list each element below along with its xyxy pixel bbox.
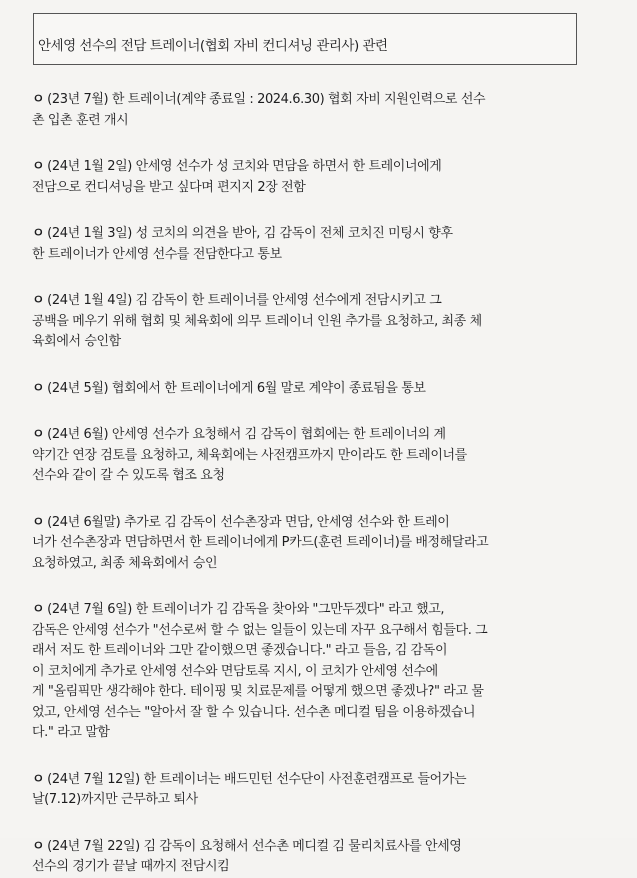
entry-line: ㅇ (24년 5월) 협회에서 한 트레이너에게 6월 말로 계약이 종료됨을 통보 xyxy=(32,380,426,396)
bullet-mark: ㅇ xyxy=(32,159,45,174)
bullet-mark: ㅇ xyxy=(32,380,45,396)
entry-line: ㅇ (24년 7월 12일) 한 트레이너는 배드민턴 선수단이 사전훈련캠프로 들어가는 xyxy=(32,771,467,787)
entry-4 xyxy=(32,291,592,353)
entry-line: 한 트레이너가 안세영 선수를 전담한다고 통보 xyxy=(32,246,282,262)
entry-line: 선수와 같이 갈 수 있도록 협조 요청 xyxy=(32,468,225,483)
entry-10 xyxy=(32,837,592,878)
bullet-mark: ㅇ xyxy=(32,293,45,308)
entry-line: ㅇ (24년 1월 2일) 안세영 선수가 성 코치와 면담을 하면서 한 트레이너에게 xyxy=(32,159,442,174)
bullet-mark: ㅇ xyxy=(32,514,45,530)
entry-line: ㅇ (24년 1월 4일) 김 감독이 한 트레이너를 안세영 선수에게 전담시키고 그 xyxy=(32,293,442,308)
entry-2 xyxy=(32,157,592,198)
entry-line: ㅇ (24년 1월 3일) 성 코치의 의견을 받아, 김 감독이 전체 코치진 미팅시 향후 xyxy=(32,226,453,241)
entry-7 xyxy=(32,513,592,575)
entry-line: 이 코치에게 추가로 안세영 선수와 면담토록 지시, 이 코치가 안세영 선수에 xyxy=(32,663,438,679)
document-title: 안세영 선수의 전담 트레이너(협회 자비 컨디셔닝 관리사) 관련 xyxy=(38,38,388,54)
entry-line: ㅇ (24년 7월 6일) 한 트레이너가 김 감독을 찾아와 "그만두겠다" 라고 했고, xyxy=(32,602,445,617)
entry-line: 촌 입촌 훈련 개시 xyxy=(32,112,129,128)
title-box xyxy=(33,13,577,65)
bullet-mark: ㅇ xyxy=(32,602,45,617)
entry-line: 래서 저도 한 트레이너와 그만 같이했으면 좋겠습니다." 라고 들음, 김 감독이 xyxy=(32,643,448,658)
entry-1 xyxy=(32,90,592,131)
entry-8 xyxy=(32,600,592,744)
bullet-mark: ㅇ xyxy=(32,92,45,107)
entry-line: ㅇ (23년 7월) 한 트레이너(계약 종료일 : 2024.6.30) 협회 자비 지원인력으로 선수 xyxy=(32,92,486,107)
entry-line: 육회에서 승인함 xyxy=(32,334,121,349)
entry-line: 선수의 경기가 끝날 때까지 전담시킴 xyxy=(32,859,230,874)
entry-line: 게 "올림픽만 생각해야 한다. 테이핑 및 치료문제를 어떻게 했으면 좋겠나?" 라고 물 xyxy=(32,684,484,699)
bullet-mark: ㅇ xyxy=(32,771,45,787)
entry-line: 다." 라고 말함 xyxy=(32,725,110,740)
bullet-mark: ㅇ xyxy=(32,226,45,241)
bullet-mark: ㅇ xyxy=(32,838,45,854)
entry-9 xyxy=(32,770,592,811)
entry-line: ㅇ (24년 6월말) 추가로 김 감독이 선수촌장과 면담, 안세영 선수와 한 트레이 xyxy=(32,514,450,530)
entry-line: 감독은 안세영 선수가 "선수로써 할 수 없는 일들이 있는데 자꾸 요구해서 힘들다. 그 xyxy=(32,622,488,638)
entry-line: ㅇ (24년 7월 22일) 김 감독이 요청해서 선수촌 메디컬 김 물리치료사를 안세영 xyxy=(32,838,462,854)
entry-list xyxy=(32,90,592,878)
entry-line: 너가 선수촌장과 면담하면서 한 트레이너에게 P카드(훈련 트레이너)를 배정해달라고 xyxy=(32,535,489,550)
entry-line: 공백을 메우기 위해 협회 및 체육회에 의무 트레이너 인원 추가를 요청하고, 최종 체 xyxy=(32,313,482,329)
entry-5 xyxy=(32,379,592,400)
entry-line: 날(7.12)까지만 근무하고 퇴사 xyxy=(32,792,198,807)
entry-line: 전담으로 컨디셔닝을 받고 싶다며 편지지 2장 전함 xyxy=(32,179,306,195)
entry-line: 요청하였고, 최종 체육회에서 승인 xyxy=(32,555,218,571)
entry-line: 약기간 연장 검토를 요청하고, 체육회에는 사전캠프까지 만이라도 한 트레이너를 xyxy=(32,447,467,463)
bullet-mark: ㅇ xyxy=(32,427,45,442)
entry-line: ㅇ (24년 6월) 안세영 선수가 요청해서 김 감독이 협회에는 한 트레이너의 계 xyxy=(32,427,446,442)
entry-3 xyxy=(32,224,592,265)
entry-line: 었고, 안세영 선수는 "알아서 잘 할 수 있습니다. 선수촌 메디컬 팀을 이용하겠습니 xyxy=(32,704,476,720)
entry-6 xyxy=(32,425,592,487)
